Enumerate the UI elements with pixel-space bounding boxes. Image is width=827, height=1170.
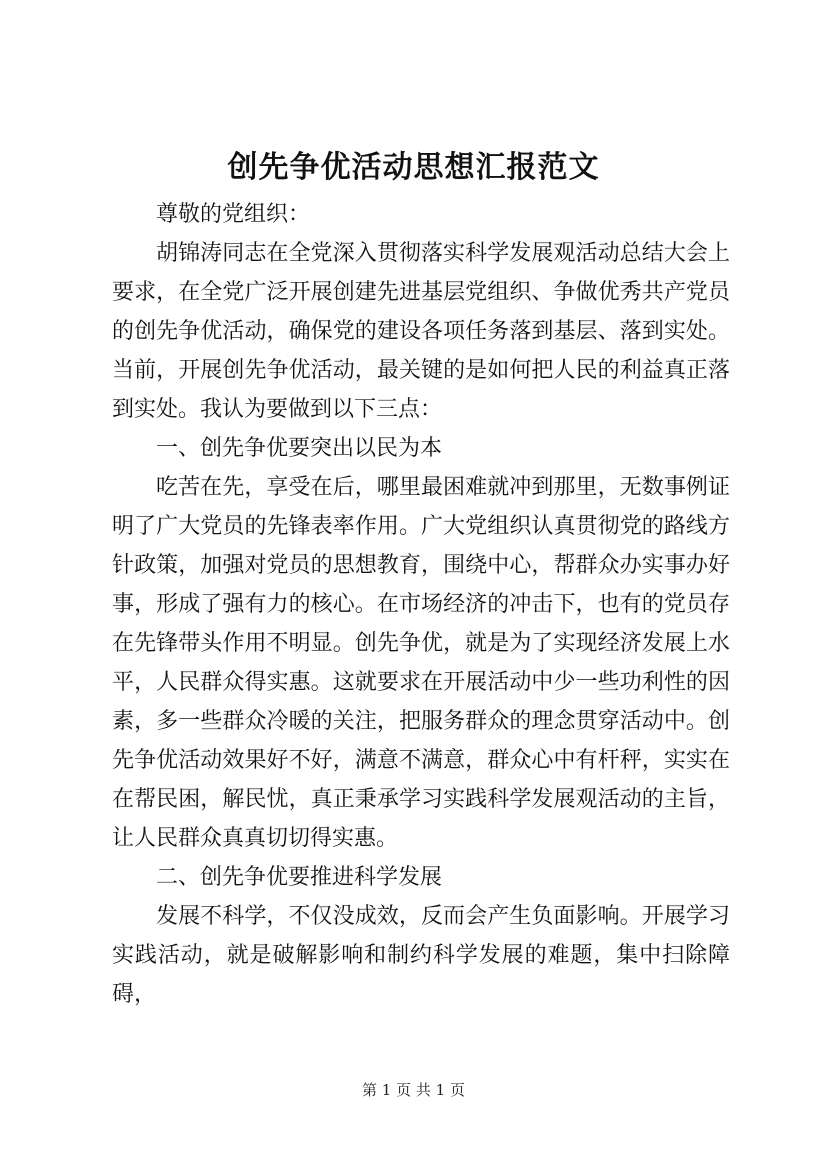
document-body [112, 195, 730, 1014]
page-footer: 第 1 页 共 1 页 [362, 1081, 465, 1099]
section-heading-2: 二、创先争优要推进科学发展 [156, 865, 443, 890]
salutation: 尊敬的党组织： [156, 202, 311, 227]
paragraph-section-1: 吃苦在先，享受在后，哪里最困难就冲到那里，无数事例证明了广大党员的先锋表率作用。广大党组织认真贯彻党的路线方针政策，加强对党员的思想教育，围绕中心，帮群众办实事办好事，形成了强有力的核心。在市场经济的冲击下，也有的党员存在先锋带头作用不明显。创先争优，就是为了实现经济发展上水平，人民群众得实惠。这就要求在开展活动中少一些功利性的因素，多一些群众冷暖的关注，把服务群众的理念贯穿活动中。创先争优活动效果好不好，满意不满意，群众心中有杆秤，实实在在帮民困，解民忧，真正秉承学习实践科学发展观活动的主旨，让人民群众真真切切得实惠。 [112, 475, 730, 851]
section-heading-1: 一、创先争优要突出以民为本 [156, 436, 443, 461]
paragraph-intro: 胡锦涛同志在全党深入贯彻落实科学发展观活动总结大会上要求，在全党广泛开展创建先进基层党组织、争做优秀共产党员的创先争优活动，确保党的建设各项任务落到基层、落到实处。当前，开展创先争优活动，最关键的是如何把人民的利益真正落到实处。我认为要做到以下三点： [112, 241, 730, 422]
paragraph-section-2: 发展不科学，不仅没成效，反而会产生负面影响。开展学习实践活动，就是破解影响和制约科学发展的难题，集中扫除障碍， [112, 904, 730, 1007]
document-title: 创先争优活动思想汇报范文 [227, 150, 600, 185]
